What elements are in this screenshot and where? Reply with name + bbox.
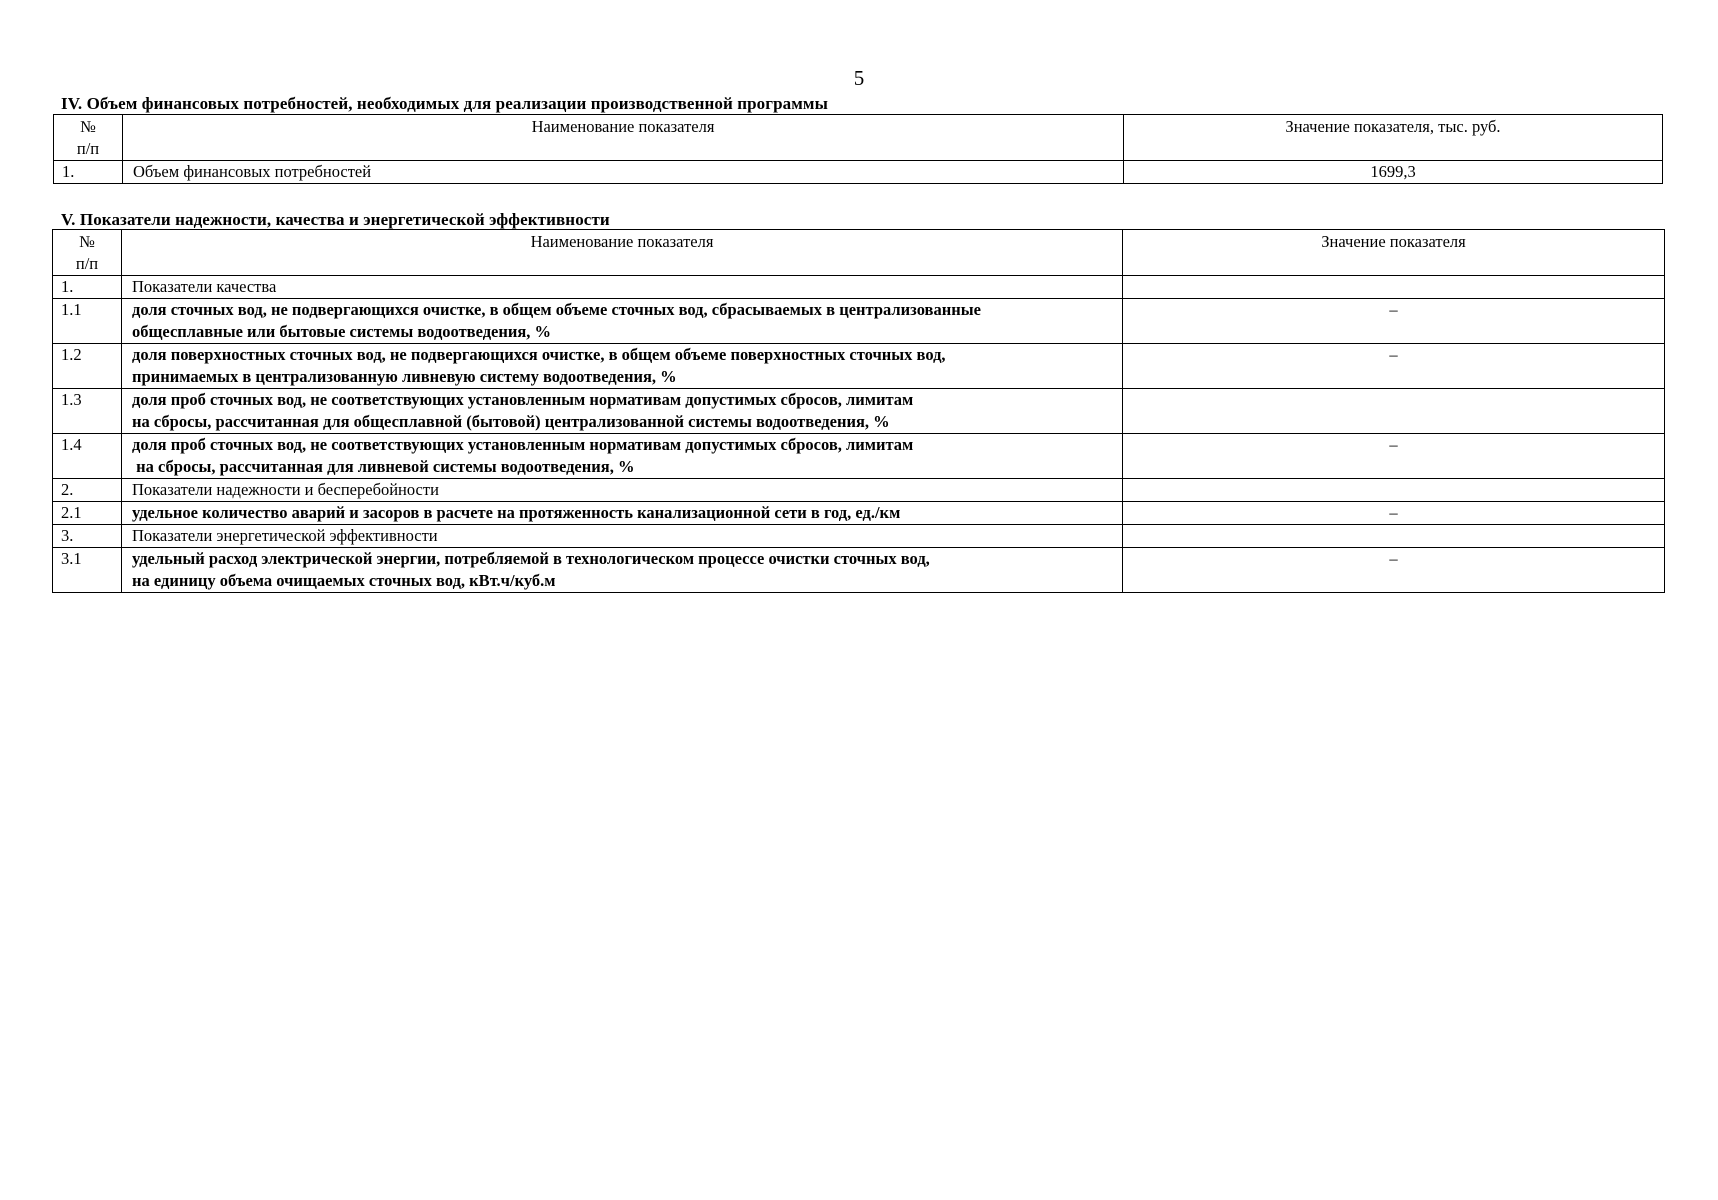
row-name-line: на сбросы, рассчитанная для ливневой системы водоотведения, % [132,457,635,476]
row-name [122,299,1123,344]
row-name: Показатели надежности и бесперебойности [122,479,1123,502]
table-row [53,299,1665,344]
row-name-line: на единицу объема очищаемых сточных вод, кВт.ч/куб.м [132,571,556,590]
row-name-line: доля поверхностных сточных вод, не подвергающихся очистке, в общем объеме поверхностных сточных вод, [132,345,946,364]
section-v-title: V. Показатели надежности, качества и энергетической эффективности [61,210,610,229]
table-row [53,548,1665,593]
row-value: – [1123,502,1665,525]
row-value: – [1123,434,1665,479]
row-number: 3. [53,525,122,548]
row-value: 1699,3 [1124,161,1663,184]
page-number: 5 [853,66,865,90]
row-name-line: общесплавные или бытовые системы водоотведения, % [132,322,552,341]
row-name [122,434,1123,479]
table-row [53,525,1665,548]
table-row [53,344,1665,389]
table-row [53,479,1665,502]
row-number: 1. [54,161,123,184]
row-number: 2. [53,479,122,502]
section-iv-title: IV. Объем финансовых потребностей, необходимых для реализации производственной программы [61,94,828,113]
row-value [1123,276,1665,299]
header-number-symbol: № [80,117,96,136]
row-name [122,344,1123,389]
row-name-line: доля проб сточных вод, не соответствующих установленным нормативам допустимых сбросов, лимитам [132,390,914,409]
row-value: – [1123,344,1665,389]
table-row [54,161,1663,184]
indicators-table [52,229,1665,593]
row-value [1123,479,1665,502]
header-number-symbol: № [79,232,95,251]
row-number: 1.4 [53,434,122,479]
column-header-name: Наименование показателя [122,230,1123,276]
row-number: 1.3 [53,389,122,434]
row-name-line: удельный расход электрической энергии, потребляемой в технологическом процессе очистки сточных вод, [132,549,930,568]
header-number-abbrev: п/п [76,139,100,158]
row-name-line: доля сточных вод, не подвергающихся очистке, в общем объеме сточных вод, сбрасываемых в централизованные [132,300,981,319]
row-number: 1. [53,276,122,299]
column-header-number [54,115,123,161]
row-name-line: на сбросы, рассчитанная для общесплавной (бытовой) централизованной системы водоотведения, % [132,412,890,431]
column-header-value: Значение показателя [1123,230,1665,276]
row-name-line: доля проб сточных вод, не соответствующих установленным нормативам допустимых сбросов, лимитам [132,435,914,454]
row-value: – [1123,548,1665,593]
row-name: Показатели качества [122,276,1123,299]
header-number-abbrev: п/п [75,254,99,273]
row-name [122,548,1123,593]
column-header-number [53,230,122,276]
column-header-name: Наименование показателя [123,115,1124,161]
row-number: 1.2 [53,344,122,389]
row-name: Объем финансовых потребностей [123,161,1124,184]
row-number: 3.1 [53,548,122,593]
financial-needs-table [53,114,1663,184]
row-value [1123,525,1665,548]
row-name-line: принимаемых в централизованную ливневую систему водоотведения, % [132,367,677,386]
table-row [53,276,1665,299]
column-header-value: Значение показателя, тыс. руб. [1124,115,1663,161]
row-number: 1.1 [53,299,122,344]
row-value: – [1123,299,1665,344]
row-name: удельное количество аварий и засоров в расчете на протяженность канализационной сети в год, ед./км [122,502,1123,525]
row-name [122,389,1123,434]
table-row [53,434,1665,479]
table-row [53,502,1665,525]
row-value [1123,389,1665,434]
table-header-row [53,230,1665,276]
table-row [53,389,1665,434]
row-number: 2.1 [53,502,122,525]
row-name: Показатели энергетической эффективности [122,525,1123,548]
table-header-row [54,115,1663,161]
